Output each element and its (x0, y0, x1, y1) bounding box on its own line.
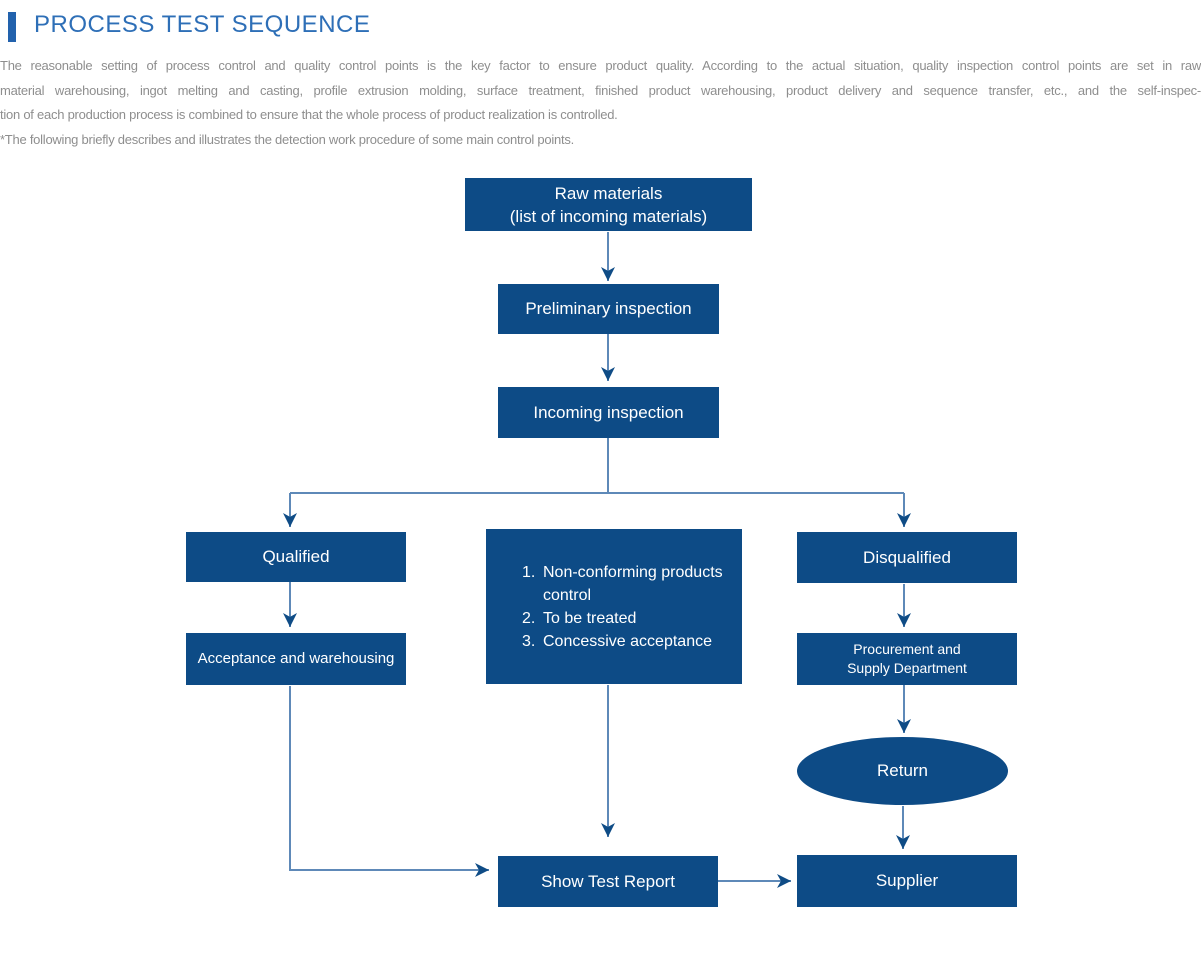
intro-line: tion of each production process is combined to ensure that the whole process of product realization is controlled. (0, 107, 618, 122)
node-incoming-inspection: Incoming inspection (498, 387, 719, 438)
arrow-acceptance-to-show-report (290, 686, 489, 870)
intro-paragraph (0, 54, 1201, 152)
item-number: 2. (522, 609, 536, 627)
node-disqualified: Disqualified (797, 532, 1017, 583)
item-text: Concessive acceptance (543, 632, 712, 650)
title-accent-bar (8, 12, 16, 42)
node-raw-materials (465, 178, 752, 231)
node-procurement-supply (797, 633, 1017, 685)
intro-line: *The following briefly describes and illustrates the detection work procedure of some main control points. (0, 131, 574, 147)
list-item (522, 561, 732, 607)
branch-junction-line (290, 438, 904, 493)
node-qualified: Qualified (186, 532, 406, 582)
node-acceptance-warehousing: Acceptance and warehousing (186, 633, 406, 685)
intro-line: material warehousing, ingot melting and casting, profile extrusion molding, surface treatment, finished product warehousing, product delivery and sequence transfer, etc., and the self-inspec- (0, 82, 1201, 98)
node-procurement-line2: Supply Department (847, 660, 967, 676)
node-preliminary-inspection: Preliminary inspection (498, 284, 719, 334)
node-return: Return (797, 737, 1008, 805)
node-raw-materials-line1: Raw materials (554, 183, 663, 203)
node-show-test-report: Show Test Report (498, 856, 718, 907)
intro-line: The reasonable setting of process control and quality control points is the key factor to ensure product quality. According to the actual situation, quality inspection control points are set in raw (0, 58, 1201, 73)
page-title: PROCESS TEST SEQUENCE (34, 11, 371, 38)
node-raw-materials-line2: (list of incoming materials) (509, 206, 708, 226)
node-supplier: Supplier (797, 855, 1017, 907)
item-text: To be treated (543, 609, 637, 627)
item-number: 3. (522, 632, 536, 650)
node-nonconforming-control (486, 529, 742, 684)
node-procurement-line1: Procurement and (853, 641, 961, 657)
item-text: Non-conforming products control (543, 563, 723, 604)
item-number: 1. (522, 563, 536, 581)
list-item (522, 607, 732, 630)
list-item (522, 630, 732, 653)
